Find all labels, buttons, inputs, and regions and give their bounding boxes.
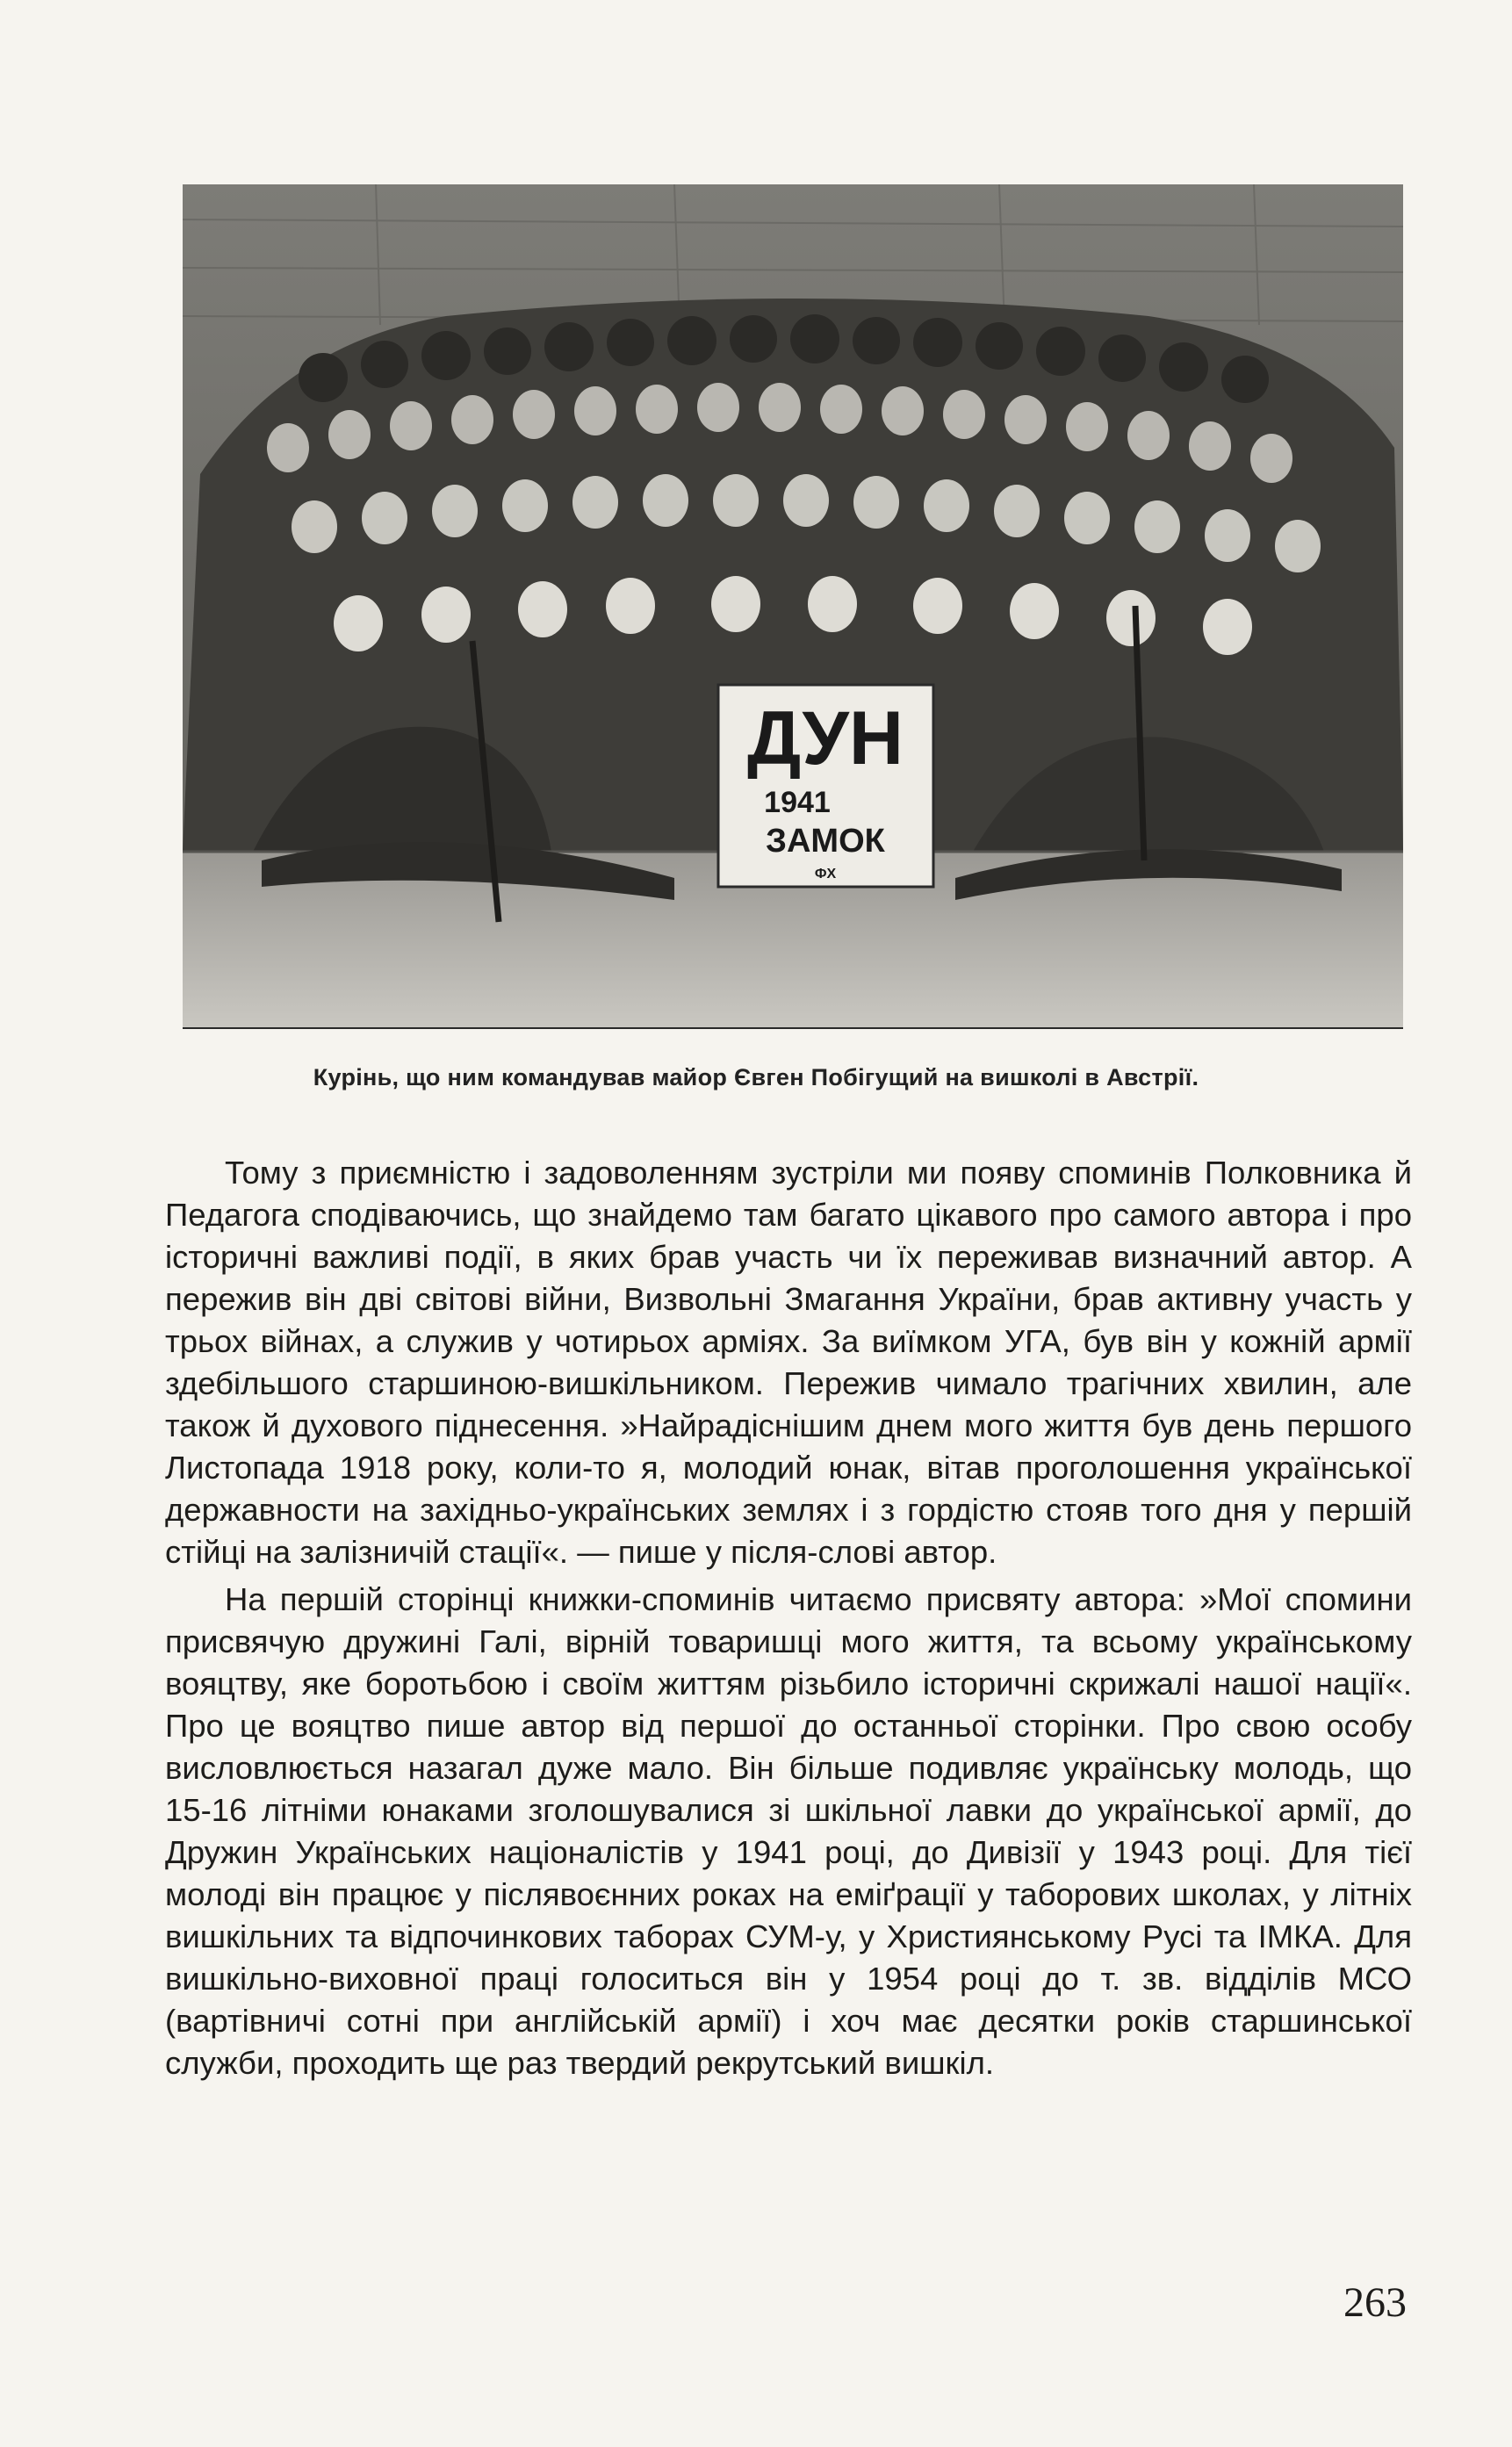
group-photo [183,184,1403,1029]
paragraph: На першій сторінці книжки-споминів читаємо присвяту автора: »Мої спомини присвячую дружині Галі, вірній товаришці мого життя, та всьому українському вояцтву, яке боротьбою і своїм життям різьбило історичні скрижалі нашої нації«. Про це вояцтво пише автор від першої до останньої сторінки. Про свою особу висловлюється назагал дуже мало. Він більше подивляє українську молодь, що 15-16 літніми юнаками зголошувалися зі шкільної лавки до української армії, до Дружин Українських націоналістів у 1941 році, до Дивізії у 1943 році. Для тієї молоді він працює у післявоєнних роках на еміґрації у таборових школах, у літніх вишкільних та відпочинкових таборах СУМ-у, у Християнському Русі та ІМКА. Для вишкільно-виховної праці голоситься він у 1954 році до т. зв. відділів МСО (вартівничі сотні при англійській армії) і хоч має десятки років старшинської служби, проходить ще раз твердий рекрутський вишкіл. [165,1581,1412,2081]
bleed-through-text [158,132,1405,184]
paragraph: Тому з приємністю і задоволенням зустріли ми появу споминів Полковника й Педагога сподіваючись, що знайдемо там багато цікавого про самого автора і про історичні важливі події, в яких брав участь чи їх переживав визначний автор. А пережив він дві світові війни, Визвольні Змагання України, брав активну участь у трьох війнах, а служив у чотирьох арміях. За виїмком УГА, був він у кожній армії здебільшого старшиною-вишкільником. Пережив чимало трагічних хвилин, але також й духового піднесення. »Найрадіснішим днем мого життя був день першого Листопада 1918 року, коли-то я, молодий юнак, вітав проголошення української державности на західньо-українських землях і з гордістю стояв того дня у першій стійці на залізничій стації«. — пише у після-слові автор. [165,1155,1412,1570]
sign-place: ЗАМОК [766,823,885,860]
sign-year: 1941 [764,786,831,819]
photo-caption: Курінь, що ним командував майор Євген Побігущий на вишколі в Австрії. [313,1064,1199,1090]
page-number: 263 [1343,2279,1407,2326]
body-text [165,1152,1412,2084]
sign-mark: ФХ [814,867,837,882]
sign-title: ДУН [747,696,904,781]
